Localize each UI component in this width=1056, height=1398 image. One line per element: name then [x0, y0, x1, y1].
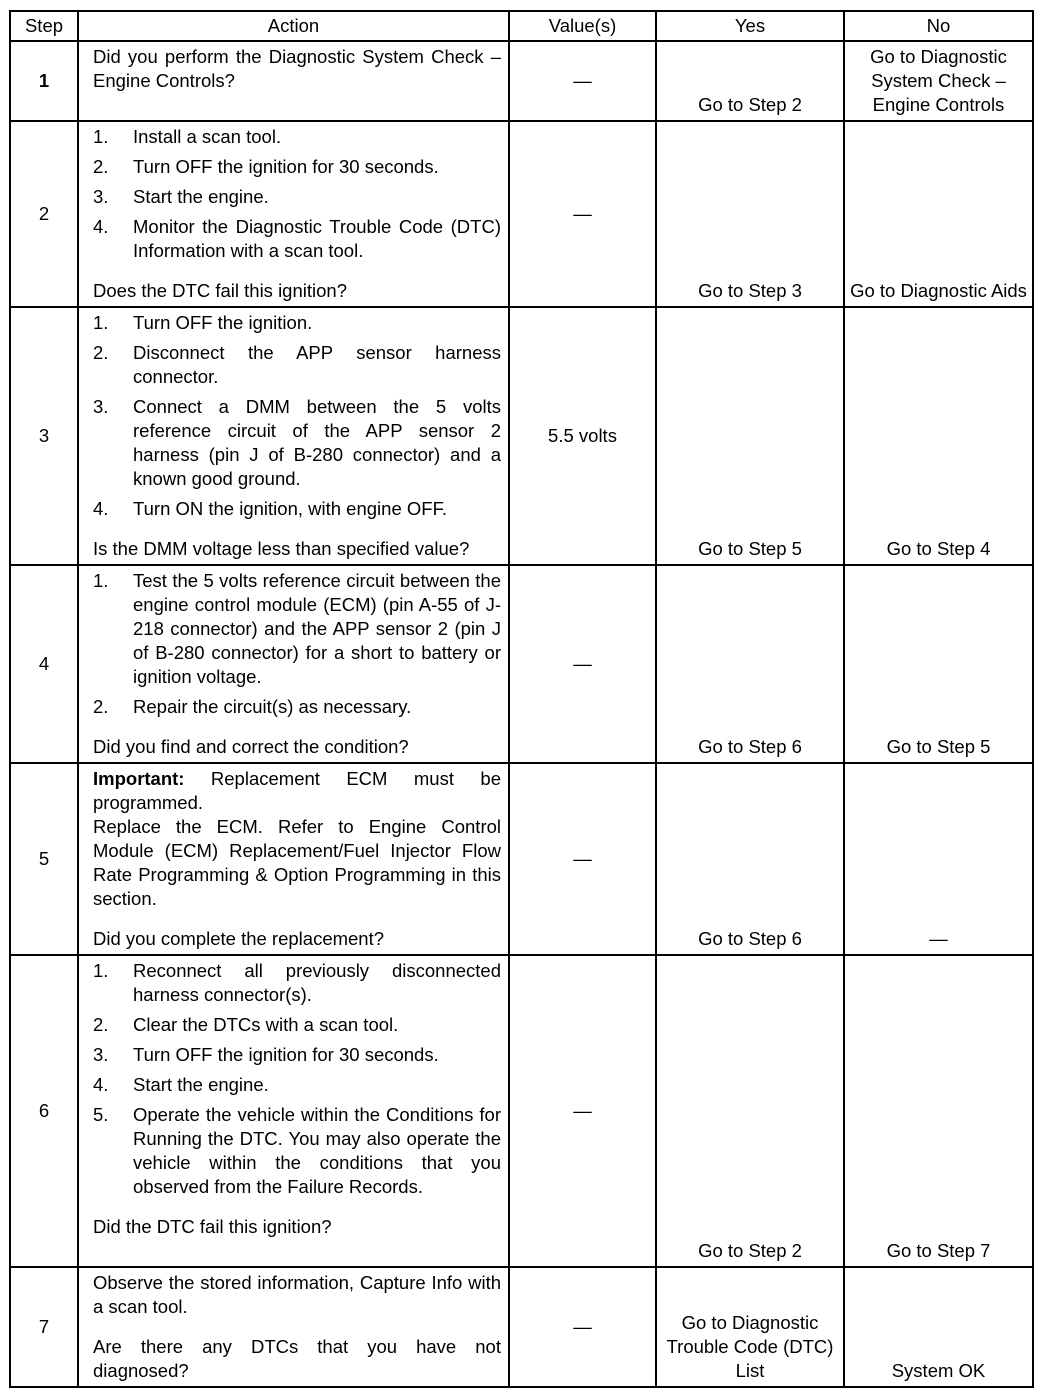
- header-step: Step: [10, 11, 78, 41]
- action-question: Is the DMM voltage less than specified value?: [93, 538, 470, 559]
- step-number: 2: [10, 121, 78, 307]
- action-cell: [78, 307, 509, 565]
- yes-cell: Go to Step 2: [656, 955, 844, 1267]
- value-cell: —: [509, 955, 656, 1267]
- item-number: 4.: [93, 498, 109, 519]
- list-item: [93, 185, 501, 209]
- list-item: [93, 959, 501, 1007]
- action-cell: [78, 955, 509, 1267]
- list-item: [93, 1073, 501, 1097]
- table-row: [10, 763, 1033, 955]
- yes-cell: Go to Step 6: [656, 565, 844, 763]
- list-item: [93, 341, 501, 389]
- item-text: Operate the vehicle within the Conditions for Running the DTC. You may also operate the vehicle within the conditions that you observed from the Failure Records.: [133, 1104, 501, 1197]
- yes-cell: Go to Step 6: [656, 763, 844, 955]
- no-cell: Go to Diagnostic System Check – Engine Controls: [844, 41, 1033, 121]
- item-number: 2.: [93, 342, 109, 363]
- item-number: 1.: [93, 960, 109, 981]
- item-number: 2.: [93, 696, 109, 717]
- step-number: 7: [10, 1267, 78, 1387]
- header-no: No: [844, 11, 1033, 41]
- step-number: 6: [10, 955, 78, 1267]
- item-text: Turn OFF the ignition for 30 seconds.: [133, 1044, 439, 1065]
- action-question: Did the DTC fail this ignition?: [93, 1216, 332, 1237]
- yes-cell: Go to Step 3: [656, 121, 844, 307]
- no-cell: Go to Step 4: [844, 307, 1033, 565]
- yes-cell: Go to Step 2: [656, 41, 844, 121]
- action-question: Does the DTC fail this ignition?: [93, 280, 347, 301]
- item-number: 4.: [93, 216, 109, 237]
- item-text: Turn OFF the ignition for 30 seconds.: [133, 156, 439, 177]
- header-values: Value(s): [509, 11, 656, 41]
- item-text: Turn OFF the ignition.: [133, 312, 313, 333]
- list-item: [93, 1103, 501, 1199]
- important-label: Important:: [93, 768, 185, 789]
- list-item: [93, 155, 501, 179]
- item-number: 3.: [93, 186, 109, 207]
- value-cell: —: [509, 41, 656, 121]
- table-row: [10, 121, 1033, 307]
- list-item: [93, 215, 501, 263]
- header-row: [10, 11, 1033, 41]
- list-item: [93, 569, 501, 689]
- step-number: 4: [10, 565, 78, 763]
- item-number: 3.: [93, 1044, 109, 1065]
- action-cell: [78, 763, 509, 955]
- item-number: 2.: [93, 156, 109, 177]
- item-text: Start the engine.: [133, 186, 269, 207]
- list-item: [93, 395, 501, 491]
- yes-cell: Go to Step 5: [656, 307, 844, 565]
- action-instruction: Replace the ECM. Refer to Engine Control Module (ECM) Replacement/Fuel Injector Flow Rate Programming & Option Programming in this section.: [93, 816, 501, 909]
- action-instruction: Observe the stored information, Capture Info with a scan tool.: [93, 1272, 501, 1317]
- table-row: [10, 1267, 1033, 1387]
- step-number: 3: [10, 307, 78, 565]
- item-number: 2.: [93, 1014, 109, 1035]
- value-cell: —: [509, 763, 656, 955]
- value-cell: 5.5 volts: [509, 307, 656, 565]
- no-cell: Go to Step 7: [844, 955, 1033, 1267]
- no-cell: Go to Step 5: [844, 565, 1033, 763]
- list-item: [93, 311, 501, 335]
- important-text: Replacement ECM must be programmed.: [93, 768, 501, 813]
- item-number: 4.: [93, 1074, 109, 1095]
- value-cell: —: [509, 121, 656, 307]
- item-text: Start the engine.: [133, 1074, 269, 1095]
- table-row: [10, 41, 1033, 121]
- list-item: [93, 1013, 501, 1037]
- list-item: [93, 1043, 501, 1067]
- action-cell: [78, 1267, 509, 1387]
- action-cell: [78, 41, 509, 121]
- table-row: [10, 307, 1033, 565]
- no-cell: —: [844, 763, 1033, 955]
- list-item: [93, 695, 501, 719]
- item-text: Disconnect the APP sensor harness connector.: [133, 342, 501, 387]
- table-row: [10, 565, 1033, 763]
- no-cell: System OK: [844, 1267, 1033, 1387]
- action-question: Did you complete the replacement?: [93, 928, 385, 949]
- no-cell: Go to Diagnostic Aids: [844, 121, 1033, 307]
- diagnostic-table: [9, 10, 1034, 1388]
- list-item: [93, 497, 501, 521]
- item-number: 1.: [93, 570, 109, 591]
- yes-cell: Go to Diagnostic Trouble Code (DTC) List: [656, 1267, 844, 1387]
- list-item: [93, 125, 501, 149]
- header-action: Action: [78, 11, 509, 41]
- item-text: Monitor the Diagnostic Trouble Code (DTC) Information with a scan tool.: [133, 216, 501, 261]
- important-note: [93, 767, 501, 815]
- step-number: 5: [10, 763, 78, 955]
- item-number: 1.: [93, 312, 109, 333]
- item-text: Repair the circuit(s) as necessary.: [133, 696, 412, 717]
- table-row: [10, 955, 1033, 1267]
- item-text: Install a scan tool.: [133, 126, 282, 147]
- action-question: Did you perform the Diagnostic System Check – Engine Controls?: [93, 46, 501, 91]
- item-text: Clear the DTCs with a scan tool.: [133, 1014, 399, 1035]
- action-cell: [78, 121, 509, 307]
- value-cell: —: [509, 1267, 656, 1387]
- item-number: 1.: [93, 126, 109, 147]
- item-number: 3.: [93, 396, 109, 417]
- item-text: Reconnect all previously disconnected harness connector(s).: [133, 960, 501, 1005]
- step-number: 1: [10, 41, 78, 121]
- item-number: 5.: [93, 1104, 109, 1125]
- action-question: Are there any DTCs that you have not diagnosed?: [93, 1336, 501, 1381]
- item-text: Turn ON the ignition, with engine OFF.: [133, 498, 447, 519]
- header-yes: Yes: [656, 11, 844, 41]
- action-question: Did you find and correct the condition?: [93, 736, 409, 757]
- value-cell: —: [509, 565, 656, 763]
- action-cell: [78, 565, 509, 763]
- item-text: Connect a DMM between the 5 volts reference circuit of the APP sensor 2 harness (pin J of B-280 connector) and a known good ground.: [133, 396, 501, 489]
- item-text: Test the 5 volts reference circuit between the engine control module (ECM) (pin A-55 of J-218 connector) and the APP sensor 2 (pin J of B-280 connector) for a short to battery or ignition voltage.: [133, 570, 501, 687]
